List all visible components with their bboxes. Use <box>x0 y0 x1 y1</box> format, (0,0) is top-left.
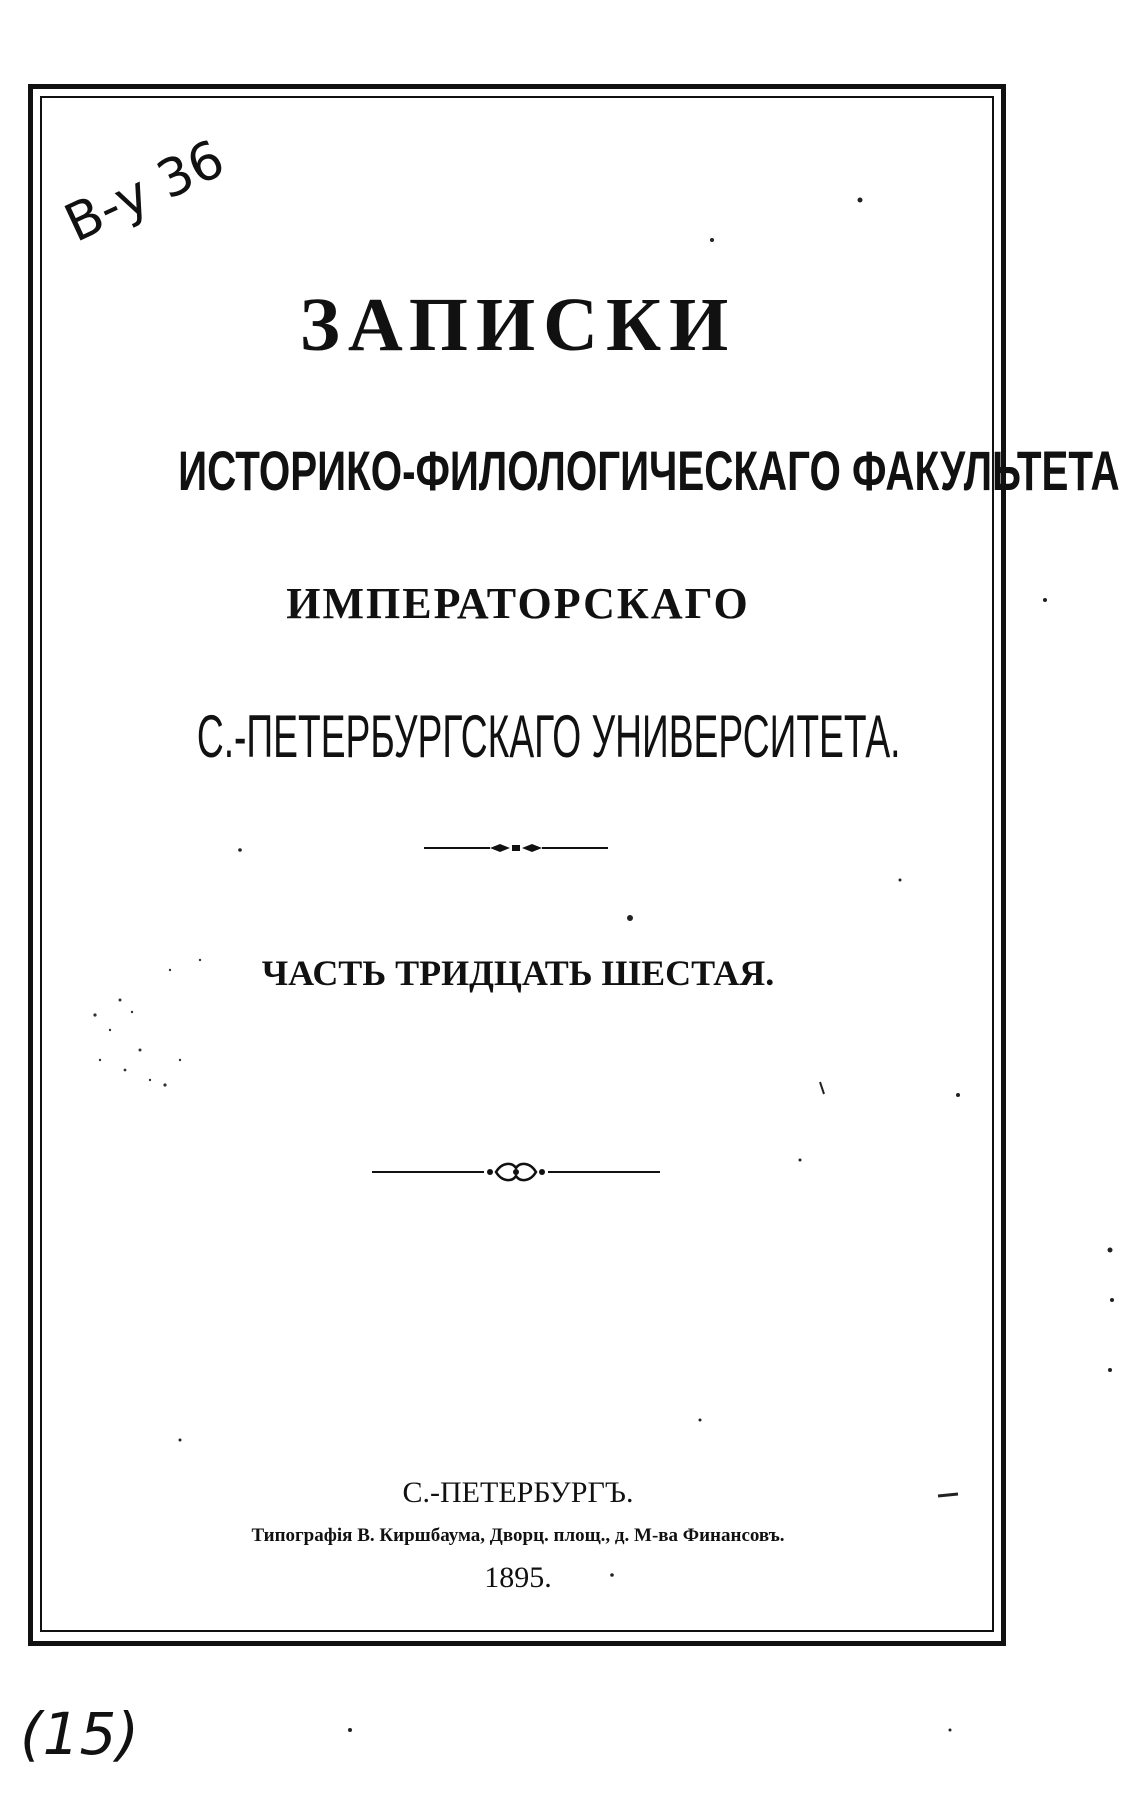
imperial-line: ИМПЕРАТОРСКАГО <box>286 579 750 628</box>
divider-ornament-top <box>424 840 608 856</box>
volume-part: ЧАСТЬ ТРИДЦАТЬ ШЕСТАЯ. <box>261 953 775 993</box>
handwritten-page-number: (15) <box>20 1700 140 1768</box>
imprint-city: С.-ПЕТЕРБУРГЪ. <box>402 1476 634 1509</box>
university-name: С.-ПЕТЕРБУРГСКАГО УНИВЕРСИТЕТА. <box>196 703 901 770</box>
divider-ornament-bottom <box>372 1160 660 1184</box>
journal-title: ЗАПИСКИ <box>299 283 737 367</box>
imprint-printer: Типографія В. Киршбаума, Дворц. площ., д. М-ва Финансовъ. <box>251 1525 785 1546</box>
faculty-name: ИСТОРИКО-ФИЛОЛОГИЧЕСКАГО ФАКУЛЬТЕТА <box>178 439 1120 502</box>
handwritten-shelf-mark: В-у 36 <box>56 129 234 255</box>
imprint-year: 1895. <box>484 1561 552 1594</box>
